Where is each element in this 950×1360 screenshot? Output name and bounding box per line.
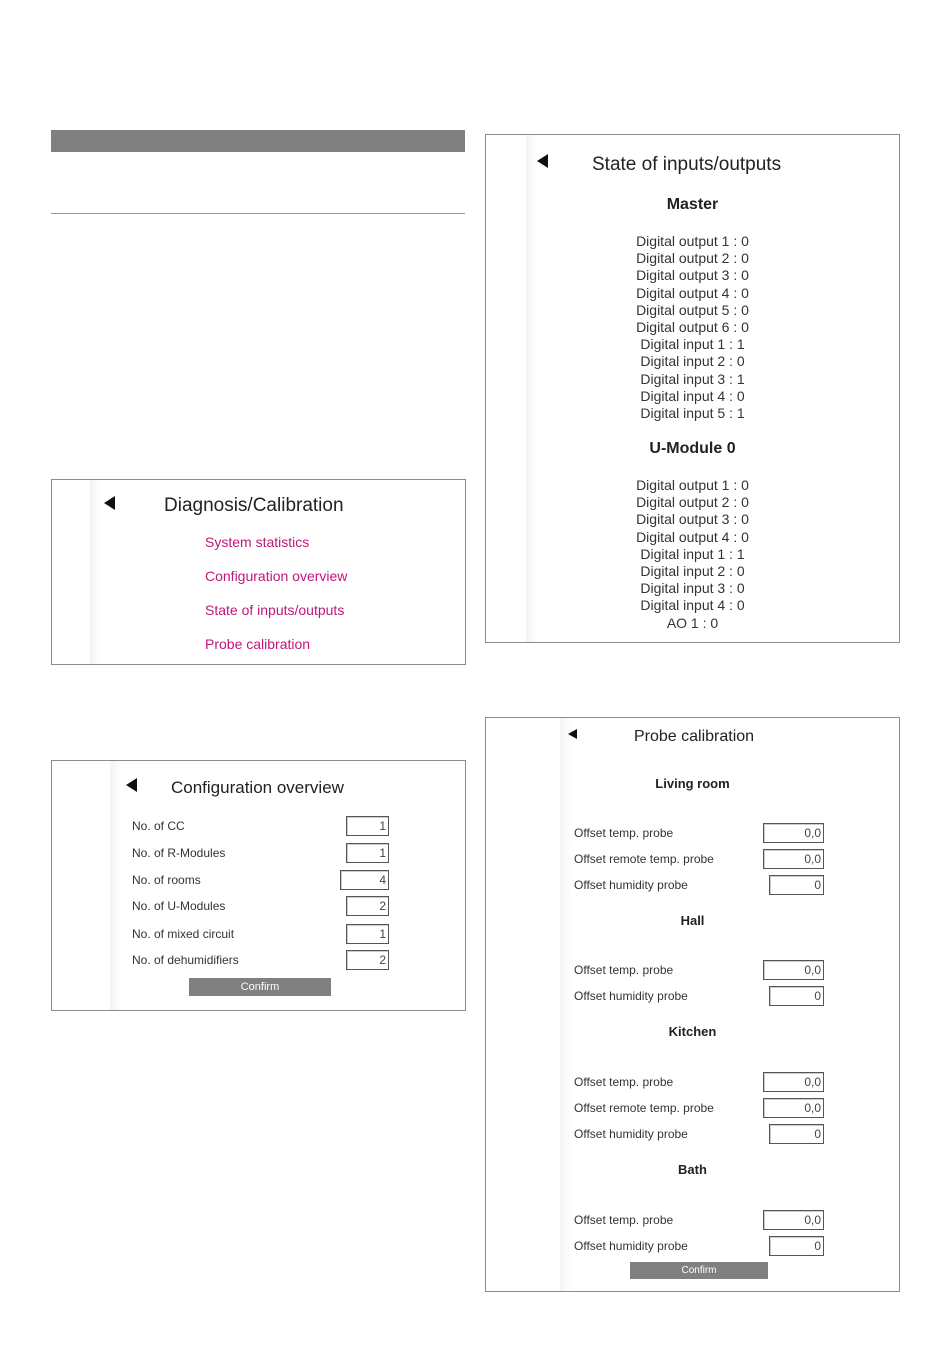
probe-label: Offset remote temp. probe (574, 852, 714, 866)
io-line: Digital input 3 : 1 (640, 370, 745, 387)
probe-offset-field[interactable]: 0,0 (763, 1210, 824, 1230)
config-label: No. of R-Modules (132, 846, 226, 860)
probe-row (574, 960, 824, 982)
io-line: Digital input 1 : 1 (640, 545, 745, 562)
config-value-field[interactable]: 1 (346, 816, 389, 836)
probe-label: Offset humidity probe (574, 1239, 688, 1253)
state-of-inputs-outputs-panel (485, 134, 900, 643)
probe-label: Offset temp. probe (574, 1213, 674, 1227)
io-line: Digital output 2 : 0 (636, 494, 749, 511)
back-arrow-icon[interactable] (568, 729, 577, 739)
io-line: Digital input 2 : 0 (640, 353, 745, 370)
io-line: Digital input 1 : 1 (640, 336, 745, 353)
configuration-overview-panel (51, 760, 466, 1011)
probe-row (574, 986, 824, 1008)
panel-title: Diagnosis/Calibration (164, 495, 344, 516)
io-line: Digital output 3 : 0 (636, 511, 749, 528)
menu-item-configuration-overview[interactable]: Configuration overview (205, 568, 348, 584)
diagnosis-panel (51, 479, 466, 665)
probe-label: Offset temp. probe (574, 963, 674, 977)
io-line: Digital input 2 : 0 (640, 563, 745, 580)
io-line: Digital output 5 : 0 (636, 301, 749, 318)
probe-offset-field[interactable]: 0,0 (763, 1072, 824, 1092)
config-label: No. of rooms (132, 873, 201, 887)
config-label: No. of dehumidifiers (132, 953, 239, 967)
io-line: AO 1 : 0 (666, 614, 719, 631)
panel-shade (90, 480, 102, 664)
probe-offset-field[interactable]: 0 (769, 875, 824, 895)
probe-offset-field[interactable]: 0,0 (763, 823, 824, 843)
back-arrow-icon[interactable] (104, 496, 115, 510)
config-value-field[interactable]: 2 (346, 896, 389, 916)
probe-row (574, 1072, 824, 1094)
config-row-mixed-circuit (132, 924, 389, 946)
panel-shade (560, 718, 572, 1291)
config-label: No. of CC (132, 819, 185, 833)
panel-title: Probe calibration (634, 728, 755, 745)
probe-calibration-panel (485, 717, 900, 1292)
config-row-r-modules (132, 843, 389, 865)
probe-label: Offset humidity probe (574, 878, 688, 892)
io-line: Digital output 4 : 0 (636, 284, 749, 301)
io-line: Digital input 5 : 1 (640, 405, 745, 422)
probe-offset-field[interactable]: 0 (769, 986, 824, 1006)
probe-offset-field[interactable]: 0 (769, 1124, 824, 1144)
config-row-u-modules (132, 896, 389, 918)
section-header-bar (51, 130, 465, 152)
confirm-button[interactable]: Confirm (630, 1262, 768, 1279)
config-value-field[interactable]: 4 (340, 870, 389, 890)
config-value-field[interactable]: 2 (346, 950, 389, 970)
probe-row (574, 875, 824, 897)
config-value-field[interactable]: 1 (346, 924, 389, 944)
config-row-rooms (132, 870, 389, 892)
master-heading: Master (666, 196, 719, 213)
panel-shade (110, 761, 122, 1010)
probe-row (574, 1098, 824, 1120)
probe-offset-field[interactable]: 0,0 (763, 960, 824, 980)
menu-item-system-statistics[interactable]: System statistics (205, 534, 310, 550)
probe-row (574, 1210, 824, 1232)
io-line: Digital output 1 : 0 (636, 233, 749, 249)
config-row-cc (132, 816, 389, 838)
u-module-heading: U-Module 0 (649, 440, 736, 457)
io-line: Digital output 2 : 0 (636, 250, 749, 267)
io-line: Digital input 3 : 0 (640, 580, 745, 597)
probe-offset-field[interactable]: 0,0 (763, 1098, 824, 1118)
menu-item-probe-calibration[interactable]: Probe calibration (205, 636, 311, 652)
config-row-dehumidifiers (132, 950, 389, 972)
io-line: Digital output 1 : 0 (636, 477, 749, 493)
probe-row (574, 849, 824, 871)
master-io-list (486, 233, 899, 422)
probe-row (574, 1236, 824, 1258)
room-heading-living-room: Living room (655, 776, 730, 791)
config-value-field[interactable]: 1 (346, 843, 389, 863)
probe-row (574, 1124, 824, 1146)
back-arrow-icon[interactable] (537, 154, 548, 168)
section-divider (51, 213, 465, 214)
probe-label: Offset humidity probe (574, 1127, 688, 1141)
back-arrow-icon[interactable] (126, 778, 137, 792)
probe-row (574, 823, 824, 845)
room-heading-hall: Hall (680, 913, 705, 928)
io-line: Digital output 3 : 0 (636, 267, 749, 284)
panel-title: Configuration overview (171, 778, 344, 797)
probe-label: Offset remote temp. probe (574, 1101, 714, 1115)
u-module-io-list (486, 477, 899, 632)
probe-offset-field[interactable]: 0,0 (763, 849, 824, 869)
confirm-button[interactable]: Confirm (189, 978, 331, 996)
io-line: Digital input 4 : 0 (640, 387, 745, 404)
probe-label: Offset humidity probe (574, 989, 688, 1003)
room-heading-kitchen: Kitchen (668, 1024, 717, 1039)
probe-label: Offset temp. probe (574, 826, 674, 840)
panel-title: State of inputs/outputs (592, 154, 782, 175)
probe-offset-field[interactable]: 0 (769, 1236, 824, 1256)
menu-item-state-of-inputs-outputs[interactable]: State of inputs/outputs (205, 602, 345, 618)
config-label: No. of mixed circuit (132, 927, 235, 941)
io-line: Digital input 4 : 0 (640, 597, 745, 614)
io-line: Digital output 4 : 0 (636, 528, 749, 545)
io-line: Digital output 6 : 0 (636, 319, 749, 336)
probe-label: Offset temp. probe (574, 1075, 674, 1089)
config-label: No. of U-Modules (132, 899, 226, 913)
room-heading-bath: Bath (678, 1162, 707, 1177)
